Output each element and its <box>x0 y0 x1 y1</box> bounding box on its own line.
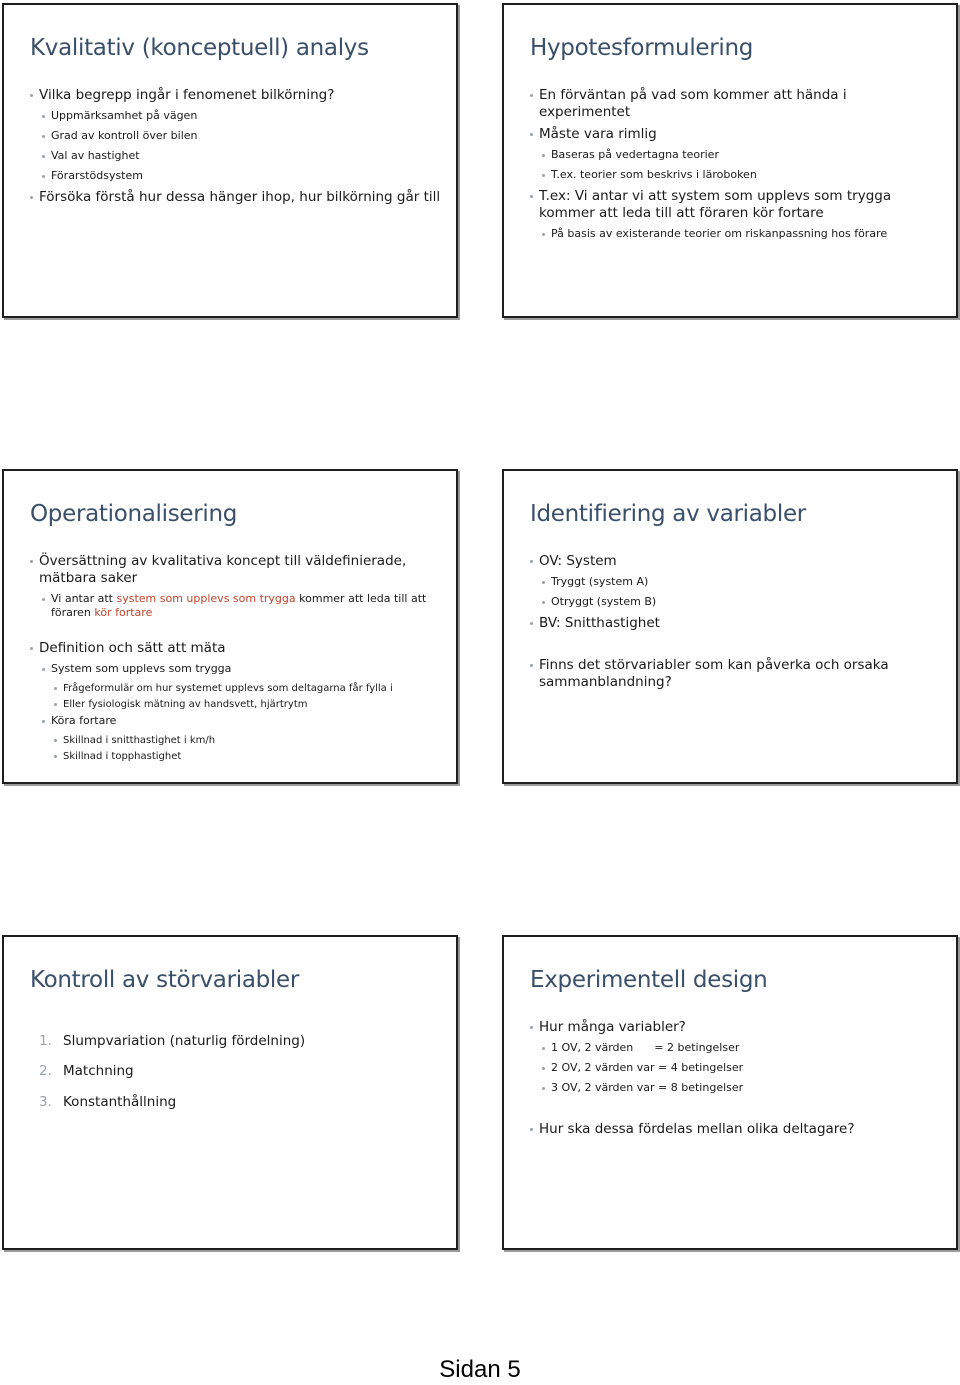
slide-experimental-design <box>502 935 958 1250</box>
bullet-item: BV: Snitthastighet <box>530 615 942 632</box>
slide-title: Hypotesformulering <box>530 35 754 61</box>
sub-bullet-example <box>30 592 442 620</box>
bullet-item: Måste vara rimlig <box>530 126 942 143</box>
slide-title: Kvalitativ (konceptuell) analys <box>30 35 369 61</box>
slide-title: Kontroll av störvariabler <box>30 967 300 993</box>
bullet-item: Definition och sätt att mäta <box>30 640 442 657</box>
bullet-item: Finns det störvariabler som kan påverka och orsaka sammanblandning? <box>530 657 942 691</box>
bullet-item: Vilka begrepp ingår i fenomenet bilkörning? <box>30 87 442 104</box>
sub-sub-bullet-item: Skillnad i topphastighet <box>30 750 442 763</box>
slide-title: Operationalisering <box>30 501 238 527</box>
numbered-item <box>30 1033 442 1050</box>
slide-control-confounders <box>2 935 458 1250</box>
sub-sub-bullet-item: Frågeformulär om hur systemet upplevs som deltagarna får fylla i <box>30 682 442 695</box>
sub-sub-bullet-item: Skillnad i snitthastighet i km/h <box>30 734 442 747</box>
spacer <box>530 637 942 657</box>
item-text: Slumpvariation (naturlig fördelning) <box>63 1032 306 1049</box>
item-text: Konstanthållning <box>63 1093 177 1110</box>
slide-operationalization <box>2 469 458 784</box>
slide-identify-variables <box>502 469 958 784</box>
slide-qualitative-analysis <box>2 3 458 318</box>
sub-bullet-item: Uppmärksamhet på vägen <box>30 109 442 123</box>
sub-bullet-item: Köra fortare <box>30 714 442 728</box>
item-number: 2. <box>39 1063 52 1079</box>
item-number: 1. <box>39 1032 52 1049</box>
sub-bullet-item: Grad av kontroll över bilen <box>30 129 442 143</box>
example-text: Vi antar att <box>51 592 117 605</box>
bullet-item: Hur ska dessa fördelas mellan olika deltagare? <box>530 1121 942 1138</box>
spacer <box>30 626 442 640</box>
sub-bullet-item: Förarstödsystem <box>30 169 442 183</box>
bullet-item: Försöka förstå hur dessa hänger ihop, hur bilkörning går till <box>30 189 442 206</box>
sub-bullet-item: 3 OV, 2 värden var = 8 betingelser <box>530 1081 942 1095</box>
item-number: 3. <box>39 1093 52 1110</box>
spacer <box>530 1101 942 1121</box>
example-text: kommer att leda till att föraren <box>51 592 427 619</box>
bullet-item: Översättning av kvalitativa koncept till väldefinierade, mätbara saker <box>30 553 442 587</box>
sub-bullet-item: T.ex. teorier som beskrivs i läroboken <box>530 168 942 182</box>
sub-bullet-item: Tryggt (system A) <box>530 575 942 589</box>
page-number: Sidan 5 <box>439 1356 521 1383</box>
sub-bullet-item: 1 OV, 2 värden = 2 betingelser <box>530 1041 942 1055</box>
sub-sub-bullet-item: Eller fysiologisk mätning av handsvett, hjärtrytm <box>30 698 442 711</box>
example-highlight: kör fortare <box>94 606 153 619</box>
numbered-item <box>30 1063 442 1080</box>
sub-bullet-item: På basis av existerande teorier om riskanpassning hos förare <box>530 227 942 241</box>
sub-bullet-item: 2 OV, 2 värden var = 4 betingelser <box>530 1061 942 1075</box>
sub-bullet-item: System som upplevs som trygga <box>30 662 442 676</box>
bullet-item: Hur många variabler? <box>530 1019 942 1036</box>
item-text: Matchning <box>63 1063 134 1079</box>
sub-bullet-item: Otryggt (system B) <box>530 595 942 609</box>
bullet-item: T.ex: Vi antar vi att system som upplevs som trygga kommer att leda till att föraren kör fortare <box>530 188 942 222</box>
bullet-item: En förväntan på vad som kommer att hända i experimentet <box>530 87 942 121</box>
numbered-item <box>30 1094 442 1111</box>
sub-bullet-item: Val av hastighet <box>30 149 442 163</box>
example-highlight: system som upplevs som trygga <box>116 592 296 605</box>
slide-title: Identifiering av variabler <box>530 501 806 527</box>
slide-hypothesis <box>502 3 958 318</box>
sub-bullet-item: Baseras på vedertagna teorier <box>530 148 942 162</box>
bullet-item: OV: System <box>530 553 942 570</box>
slide-title: Experimentell design <box>530 967 768 993</box>
